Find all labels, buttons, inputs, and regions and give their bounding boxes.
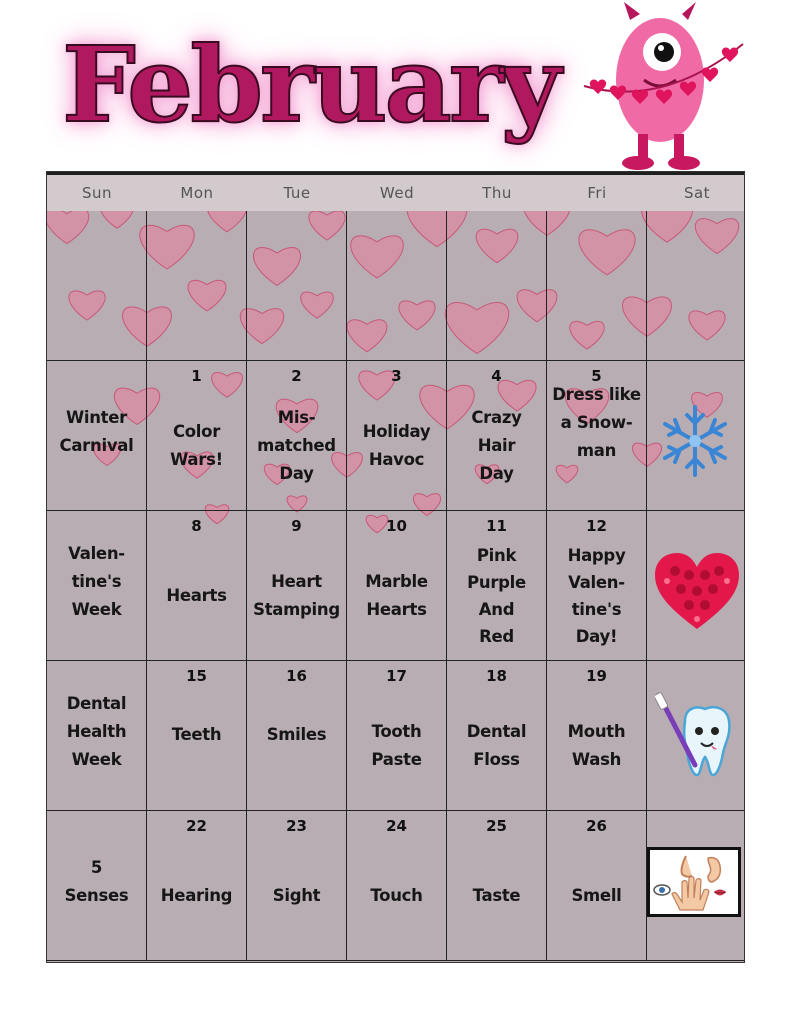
day-number: 2 bbox=[291, 367, 302, 385]
day-number: 12 bbox=[586, 517, 607, 535]
day-number: 15 bbox=[186, 667, 207, 685]
event-label: Pink Purple And Red bbox=[467, 545, 526, 646]
event-label: Heart Stamping bbox=[253, 571, 340, 619]
event-label: 5 Senses bbox=[64, 857, 129, 905]
day-cell bbox=[647, 211, 745, 361]
day-number: 23 bbox=[286, 817, 307, 835]
day-cell bbox=[147, 361, 247, 511]
day-cell bbox=[247, 661, 347, 811]
weekday-sat: Sat bbox=[647, 175, 745, 211]
event-label: Crazy Hair Day bbox=[471, 407, 522, 483]
day-cell bbox=[47, 211, 147, 361]
event-label: Dress like a Snow- man bbox=[552, 385, 641, 460]
event-label: Tooth Paste bbox=[371, 721, 422, 769]
day-number: 4 bbox=[491, 367, 502, 385]
event-label: Happy Valen- tine's Day! bbox=[567, 545, 626, 646]
event-label: Valen- tine's Week bbox=[68, 543, 125, 619]
event-label: Hearing bbox=[160, 885, 233, 905]
day-cell bbox=[147, 811, 247, 961]
day-cell bbox=[247, 811, 347, 961]
day-cell bbox=[547, 661, 647, 811]
event-label: Dental Floss bbox=[466, 721, 527, 769]
event-label: Color Wars! bbox=[170, 421, 223, 469]
event-label: Dental Health Week bbox=[66, 693, 127, 769]
day-cell bbox=[347, 511, 447, 661]
event-label: Smell bbox=[571, 885, 622, 905]
five-senses-icon bbox=[650, 850, 738, 914]
day-cell bbox=[347, 661, 447, 811]
pink-monster-icon bbox=[578, 0, 748, 172]
tooth-toothbrush-icon bbox=[655, 691, 741, 781]
weekday-fri: Fri bbox=[547, 175, 647, 211]
day-number: 25 bbox=[486, 817, 507, 835]
day-cell bbox=[447, 511, 547, 661]
event-label: Teeth bbox=[171, 724, 222, 744]
day-number: 5 bbox=[591, 367, 602, 385]
day-number: 22 bbox=[186, 817, 207, 835]
day-cell bbox=[147, 661, 247, 811]
day-cell bbox=[47, 511, 147, 661]
day-number: 26 bbox=[586, 817, 607, 835]
day-cell bbox=[147, 211, 247, 361]
day-number: 16 bbox=[286, 667, 307, 685]
event-label: Mis- matched Day bbox=[257, 407, 336, 483]
event-label: Mouth Wash bbox=[567, 721, 626, 769]
day-cell bbox=[447, 661, 547, 811]
weekday-tue: Tue bbox=[247, 175, 347, 211]
day-cell bbox=[547, 811, 647, 961]
day-number: 1 bbox=[191, 367, 202, 385]
day-cell bbox=[47, 661, 147, 811]
day-number: 17 bbox=[386, 667, 407, 685]
event-label: Sight bbox=[272, 885, 321, 905]
day-cell bbox=[247, 361, 347, 511]
weekday-wed: Wed bbox=[347, 175, 447, 211]
day-cell bbox=[547, 361, 647, 511]
day-number: 3 bbox=[391, 367, 402, 385]
day-cell bbox=[647, 361, 745, 511]
day-cell bbox=[647, 661, 745, 811]
event-label: Holiday Havoc bbox=[362, 421, 431, 469]
day-cell bbox=[447, 211, 547, 361]
day-number: 11 bbox=[486, 517, 507, 535]
day-number: 24 bbox=[386, 817, 407, 835]
event-label: Touch bbox=[370, 885, 423, 905]
day-number: 18 bbox=[486, 667, 507, 685]
day-cell bbox=[647, 511, 745, 661]
day-cell bbox=[347, 811, 447, 961]
day-cell bbox=[247, 511, 347, 661]
calendar-grid bbox=[46, 171, 745, 963]
day-cell bbox=[347, 361, 447, 511]
day-cell bbox=[47, 811, 147, 961]
event-label: Smiles bbox=[266, 724, 327, 744]
day-number: 8 bbox=[191, 517, 202, 535]
month-title: February bbox=[62, 23, 559, 146]
weekday-thu: Thu bbox=[447, 175, 547, 211]
day-cell bbox=[447, 811, 547, 961]
day-cell bbox=[347, 211, 447, 361]
day-cell bbox=[547, 211, 647, 361]
event-label: Hearts bbox=[166, 585, 227, 605]
heart-of-hearts-icon bbox=[653, 551, 741, 633]
event-label: Taste bbox=[472, 885, 521, 905]
day-number: 9 bbox=[291, 517, 302, 535]
day-cell bbox=[547, 511, 647, 661]
day-number: 10 bbox=[386, 517, 407, 535]
day-cell bbox=[147, 511, 247, 661]
day-cell bbox=[47, 361, 147, 511]
day-number: 19 bbox=[586, 667, 607, 685]
weekday-sun: Sun bbox=[47, 175, 147, 211]
five-senses-frame bbox=[647, 847, 741, 917]
day-cell bbox=[247, 211, 347, 361]
snowflake-icon bbox=[659, 403, 731, 479]
event-label: Winter Carnival bbox=[59, 407, 134, 455]
event-label: Marble Hearts bbox=[365, 571, 428, 619]
weekday-mon: Mon bbox=[147, 175, 247, 211]
day-cell bbox=[647, 811, 745, 961]
day-cell bbox=[447, 361, 547, 511]
